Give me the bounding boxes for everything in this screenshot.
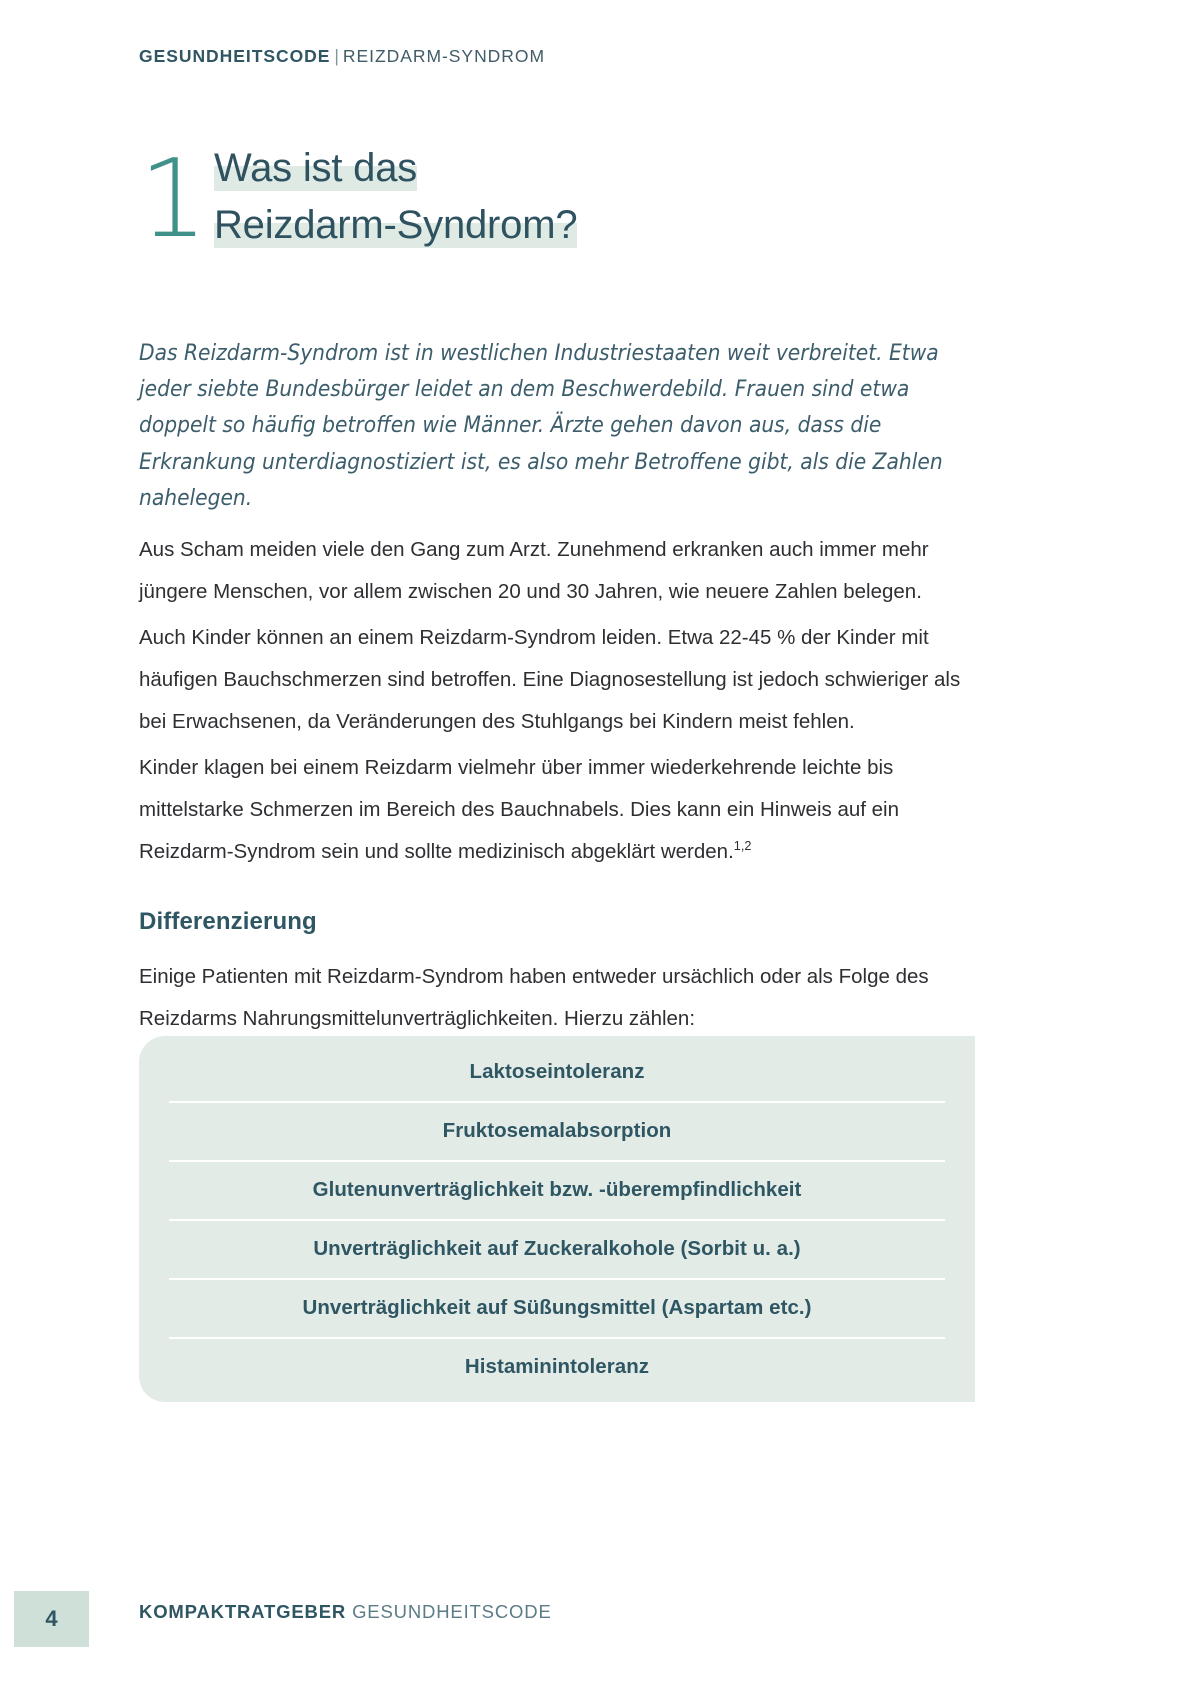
header-brand: GESUNDHEITSCODE <box>139 46 331 66</box>
page-title <box>214 140 859 254</box>
list-item-label: Fruktosemalabsorption <box>442 1118 672 1142</box>
body-paragraph-1: Aus Scham meiden viele den Gang zum Arzt. Zunehmend erkranken auch immer mehr jüngere Menschen, vor allem zwischen 20 und 30 Jahren, wie neuere Zahlen belegen. <box>139 537 929 603</box>
list-item <box>139 1160 975 1219</box>
intolerance-list-card <box>139 1036 975 1402</box>
list-item <box>139 1337 975 1396</box>
header-chapter-name: REIZDARM-SYNDROM <box>342 46 545 66</box>
page-number: 4 <box>45 1606 58 1631</box>
running-header <box>139 46 545 67</box>
list-item-label: Glutenunverträglichkeit bzw. -überempfindlichkeit <box>312 1177 802 1201</box>
chapter-title-line-1: Was ist das <box>214 146 418 190</box>
footnote-marker: 1,2 <box>733 838 752 854</box>
list-item <box>139 1101 975 1160</box>
lead-paragraph: Das Reizdarm-Syndrom ist in westlichen Industriestaaten weit verbreitet. Etwa jeder siebte Bundesbürger leidet an dem Beschwerdebild. Frauen sind etwa doppelt so häufig betroffen wie Männer. Ärzte gehen davon aus, dass die Erkrankung unterdiagnostiziert ist, es also mehr Betroffene gibt, als die Zahlen nahelegen. <box>139 339 943 512</box>
list-item <box>139 1219 975 1278</box>
footer-normal-label: GESUNDHEITSCODE <box>352 1601 552 1622</box>
list-item-label: Laktoseintoleranz <box>469 1059 645 1083</box>
footer-strong-label: KOMPAKTRATGEBER <box>139 1601 347 1622</box>
list-item <box>139 1278 975 1337</box>
list-item-label: Unverträglichkeit auf Süßungsmittel (Aspartam etc.) <box>302 1295 812 1319</box>
page-number-badge <box>14 1591 89 1647</box>
header-separator: | <box>334 46 340 66</box>
body-paragraph-2: Auch Kinder können an einem Reizdarm-Syndrom leiden. Etwa 22-45 % der Kinder mit häufigen Bauchschmerzen sind betroffen. Eine Diagnosestellung ist jedoch schwieriger als bei Erwachsenen, da Veränderungen des Stuhlgangs bei Kindern meist fehlen. <box>139 625 961 734</box>
list-item <box>139 1042 975 1101</box>
list-item-label: Unverträglichkeit auf Zuckeralkohole (Sorbit u. a.) <box>313 1236 801 1260</box>
section-intro-paragraph: Einige Patienten mit Reizdarm-Syndrom haben entweder ursächlich oder als Folge des Reizdarms Nahrungsmittelunverträglichkeiten. Hierzu zählen: <box>139 964 929 1030</box>
chapter-title-line-2: Reizdarm-Syndrom? <box>214 202 578 247</box>
body-paragraph-3-text: Kinder klagen bei einem Reizdarm vielmehr über immer wiederkehrende leichte bis mittelstarke Schmerzen im Bereich des Bauchnabels. Dies kann ein Hinweis auf ein Reizdarm-Syndrom sein und sollte medizinisch abgeklärt werden. <box>139 755 900 864</box>
chapter-title-block <box>139 137 859 262</box>
section-heading-differenzierung: Differenzierung <box>139 907 317 935</box>
body-paragraph-3 <box>139 747 977 874</box>
chapter-number: 1 <box>139 137 208 262</box>
footer-caption <box>139 1601 552 1623</box>
list-item-label: Histaminintoleranz <box>464 1354 650 1378</box>
